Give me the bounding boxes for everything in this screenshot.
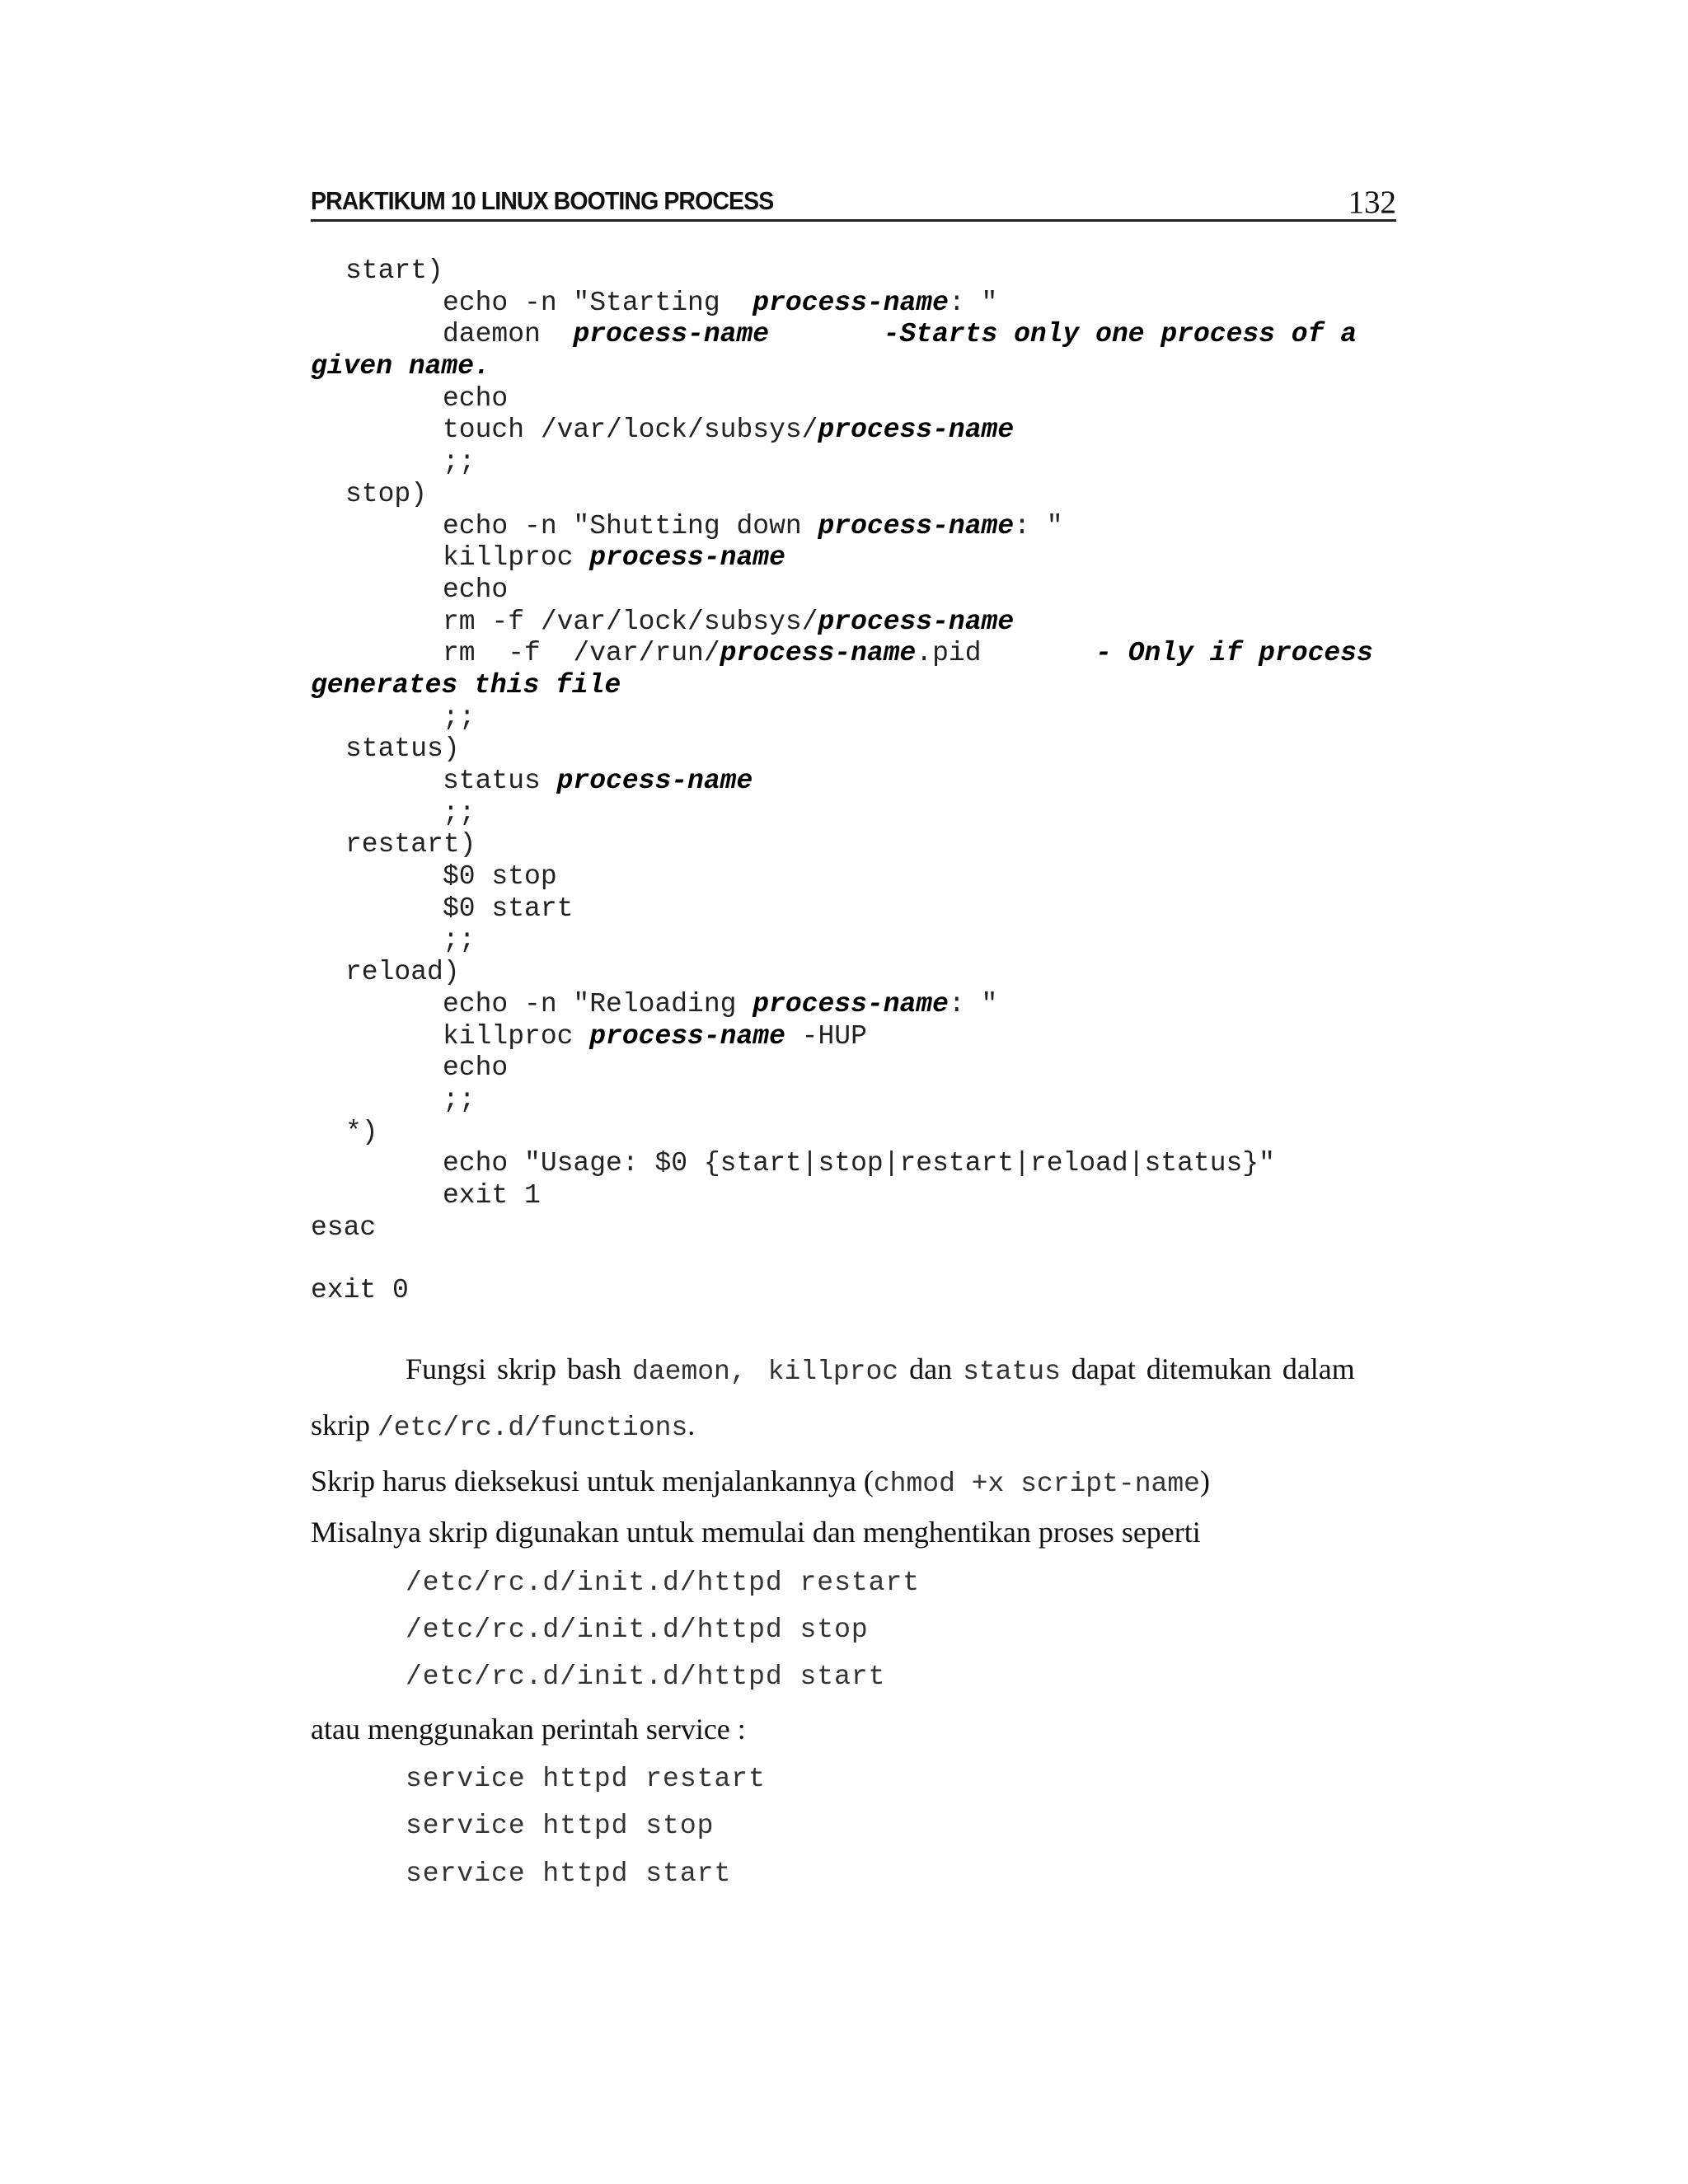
code-line: echo -n "Reloading process-name: " [443,988,998,1019]
paragraph-functions-path: skrip /etc/rc.d/functions. [311,1408,696,1443]
code-line: ;; [443,1084,476,1115]
chapter-title: PRAKTIKUM 10 LINUX BOOTING PROCESS [311,186,774,215]
code-line: touch /var/lock/subsys/process-name [443,415,1015,446]
command-line: service httpd start [406,1858,732,1889]
code-block [311,255,1399,1307]
code-line: stop) [345,478,428,509]
code-line: *) [345,1116,378,1147]
paragraph-example: Misalnya skrip digunakan untuk memulai dan menghentikan proses seperti [311,1516,1201,1549]
code-line: restart) [345,829,476,860]
code-line: ;; [443,701,476,733]
code-line: status) [345,733,460,765]
code-line: given name. [311,351,490,382]
page-header [311,185,1396,222]
code-line: killproc process-name [443,542,785,574]
code-line: esac [311,1212,377,1243]
code-line: killproc process-name -HUP [443,1020,867,1052]
code-line: start) [345,255,443,286]
code-line: echo -n "Shutting down process-name: " [443,510,1063,541]
code-line: generates this file [311,669,621,701]
code-line: $0 stop [443,861,557,893]
command-line: /etc/rc.d/init.d/httpd restart [406,1568,921,1598]
command-line: service httpd stop [406,1811,715,1841]
command-line: /etc/rc.d/init.d/httpd start [406,1661,886,1692]
command-line: service httpd restart [406,1764,766,1794]
page-number: 132 [1348,185,1396,220]
code-line: rm -f /var/lock/subsys/process-name [443,606,1015,637]
paragraph-service: atau menggunakan perintah service : [311,1713,746,1746]
code-line: exit 0 [311,1275,409,1306]
code-line: ;; [443,797,476,828]
code-line: status process-name [443,766,753,796]
code-line: echo [443,574,509,605]
code-line: daemon process-name -Starts only one process of a [443,319,1357,350]
paragraph-functions: Fungsi skrip bash daemon, killproc dan status dapat ditemukan dalam [406,1352,1355,1387]
code-line: ;; [443,925,476,956]
code-line: reload) [345,957,460,988]
code-line: ;; [443,447,476,478]
code-line: echo -n "Starting process-name: " [443,287,998,318]
code-line: exit 1 [443,1179,541,1211]
paragraph-chmod: Skrip harus dieksekusi untuk menjalankannya (chmod +x script-name) [311,1465,1210,1499]
code-line: echo "Usage: $0 {start|stop|restart|reload|status}" [443,1148,1275,1179]
code-line: rm -f /var/run/process-name.pid - Only if process [443,638,1373,669]
code-line: $0 start [443,893,574,924]
command-line: /etc/rc.d/init.d/httpd stop [406,1615,869,1645]
code-line: echo [443,382,509,414]
code-line: echo [443,1052,509,1084]
